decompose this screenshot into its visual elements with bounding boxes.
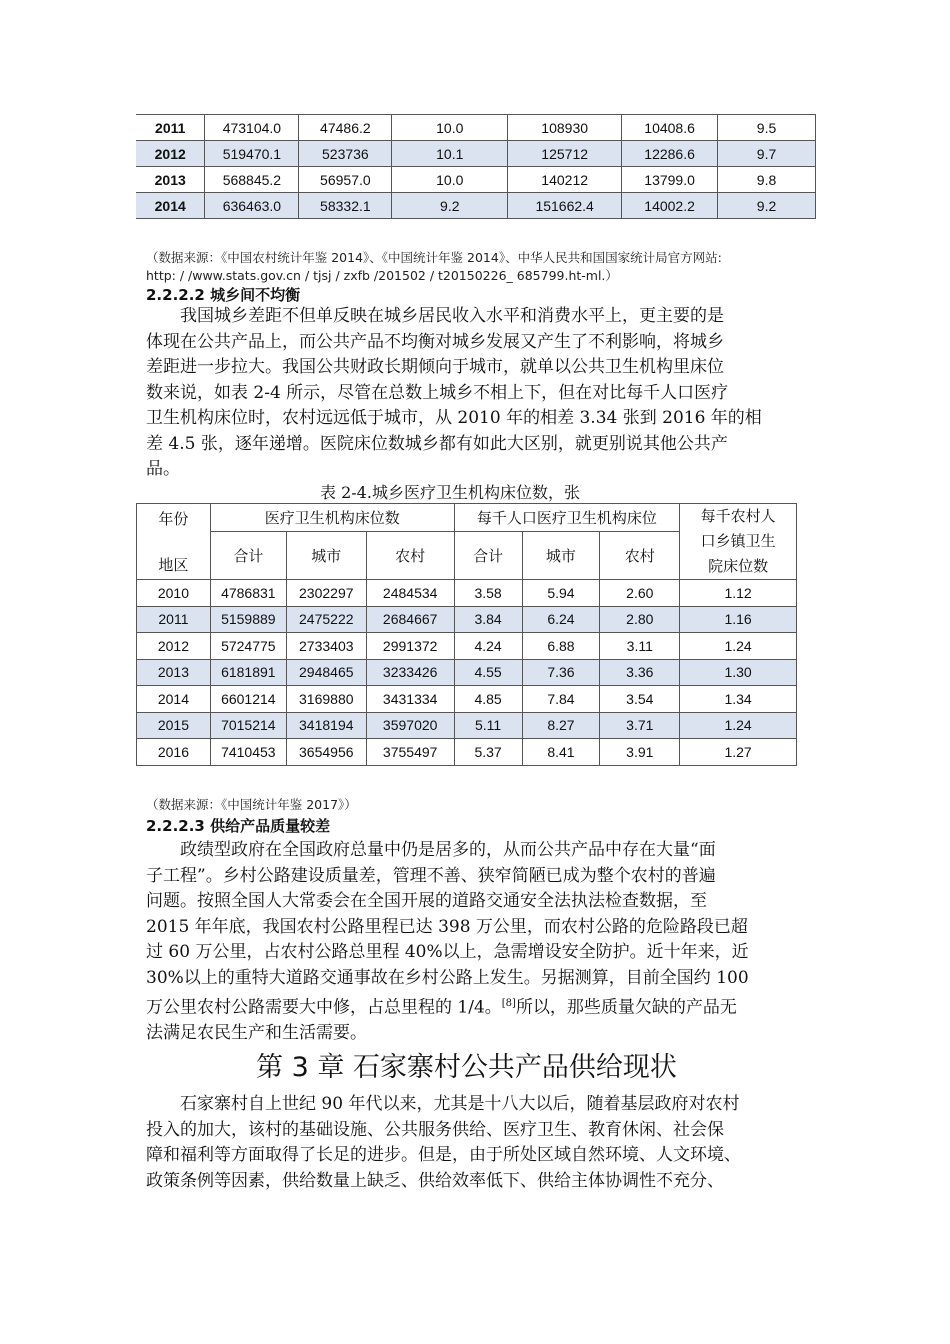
paragraph-line: 子工程”。乡村公路建设质量差，管理不善、狭窄简陋已成为整个农村的普遍 xyxy=(146,865,716,886)
header-rural-per-thousand: 农村 xyxy=(600,532,680,580)
paragraph-line: 品。 xyxy=(146,459,180,479)
paragraph-line: 投入的加大，该村的基础设施、公共服务供给、医疗卫生、教育休闲、社会保 xyxy=(146,1119,724,1140)
section-heading-2-2-2-2: 2.2.2.2 城乡间不均衡 xyxy=(146,286,301,304)
table-row xyxy=(137,686,797,713)
header-beds-per-thousand-group: 每千人口医疗卫生机构床位 xyxy=(454,504,680,532)
table-cell: 3.71 xyxy=(600,712,680,739)
table-2-4 xyxy=(136,503,797,766)
table-cell: 2475222 xyxy=(286,606,366,633)
table-cell: 56957.0 xyxy=(299,167,392,193)
table-cell-year: 2012 xyxy=(137,633,211,660)
table-2-4-caption: 表 2-4.城乡医疗卫生机构床位数，张 xyxy=(320,483,580,502)
table-row xyxy=(136,167,816,193)
header-year-region xyxy=(137,504,211,580)
table-cell: 636463.0 xyxy=(205,193,299,219)
paragraph-line: 问题。按照全国人大常委会在全国开展的道路交通安全法执法检查数据，至 xyxy=(146,891,707,911)
paragraph-line: 政绩型政府在全国政府总量中仍是居多的，从而公共产品中存在大量“面 xyxy=(180,840,716,860)
header-line: 每千农村人 xyxy=(700,507,776,525)
table-header-row-1 xyxy=(137,504,797,532)
table-cell: 1.24 xyxy=(680,633,797,660)
header-urban: 城市 xyxy=(286,532,366,580)
table-row xyxy=(137,606,797,633)
table-cell: 10.1 xyxy=(392,141,508,167)
paragraph-line: 法满足农民生产和生活需要。 xyxy=(146,1023,367,1044)
table-cell: 2302297 xyxy=(286,580,366,607)
table-cell: 3233426 xyxy=(366,659,454,686)
table-cell: 7.36 xyxy=(522,659,600,686)
table-cell: 4.55 xyxy=(454,659,522,686)
table-cell: 1.12 xyxy=(680,580,797,607)
line-text: 所以，那些质量欠缺的产品无 xyxy=(515,997,737,1018)
table-cell: 8.27 xyxy=(522,712,600,739)
section-heading-2-2-2-3: 2.2.2.3 供给产品质量较差 xyxy=(146,817,331,835)
table-cell: 10408.6 xyxy=(622,115,718,141)
paragraph-line: 卫生机构床位时，农村远远低于城市，从 2010 年的相差 3.34 张到 2016 年的相 xyxy=(146,408,762,428)
paragraph-line: 石家寨村自上世纪 90 年代以来，尤其是十八大以后，随着基层政府对农村 xyxy=(180,1094,740,1114)
table-cell-year: 2012 xyxy=(136,141,205,167)
table-cell: 9.2 xyxy=(392,193,508,219)
section-2-2-2-2-paragraph xyxy=(146,304,762,483)
table-row xyxy=(137,739,797,766)
table-cell: 5.94 xyxy=(522,580,600,607)
table-row xyxy=(137,580,797,607)
table-cell: 568845.2 xyxy=(205,167,299,193)
header-year: 年份 xyxy=(158,510,189,528)
table-cell: 3755497 xyxy=(366,739,454,766)
table-cell: 58332.1 xyxy=(299,193,392,219)
table-cell: 523736 xyxy=(299,141,392,167)
paragraph-line: 2015 年年底，我国农村公路里程已达 398 万公里，而农村公路的危险路段已超 xyxy=(146,916,748,937)
table-cell: 2484534 xyxy=(366,580,454,607)
paragraph-line: 政策条例等因素，供给数量上缺乏、供给效率低下、供给主体协调性不充分、 xyxy=(146,1170,724,1191)
table-cell: 2684667 xyxy=(366,606,454,633)
table-cell: 1.27 xyxy=(680,739,797,766)
table-cell: 47486.2 xyxy=(299,115,392,141)
table-cell-year: 2011 xyxy=(137,606,211,633)
table-cell: 3.84 xyxy=(454,606,522,633)
table-cell: 3169880 xyxy=(286,686,366,713)
table-row xyxy=(136,193,816,219)
table-cell: 14002.2 xyxy=(622,193,718,219)
table-cell: 7015214 xyxy=(210,712,286,739)
table-2-3-continued xyxy=(136,114,816,219)
table-cell-year: 2013 xyxy=(137,659,211,686)
paragraph-line xyxy=(146,991,749,1021)
table-cell: 10.0 xyxy=(392,167,508,193)
table-cell: 9.2 xyxy=(718,193,816,219)
paragraph-line: 障和福利等方面取得了长足的进步。但是，由于所处区域自然环境、人文环境、 xyxy=(146,1145,741,1165)
table-cell: 1.24 xyxy=(680,712,797,739)
paragraph-line: 差 4.5 张，逐年递增。医院床位数城乡都有如此大区别，就更别说其他公共产 xyxy=(146,433,728,454)
table-cell: 3431334 xyxy=(366,686,454,713)
table-cell: 2948465 xyxy=(286,659,366,686)
header-beds-total-group: 医疗卫生机构床位数 xyxy=(210,504,454,532)
header-total-per-thousand: 合计 xyxy=(454,532,522,580)
header-region: 地区 xyxy=(158,556,189,574)
table-cell: 10.0 xyxy=(392,115,508,141)
table-cell: 5.37 xyxy=(454,739,522,766)
table-cell: 3.54 xyxy=(600,686,680,713)
paragraph-line: 30%以上的重特大道路交通事故在乡村公路上发生。另据测算，目前全国约 100 xyxy=(146,967,749,988)
paragraph-line: 我国城乡差距不但单反映在城乡居民收入水平和消费水平上，更主要的是 xyxy=(180,306,724,326)
paragraph-line: 过 60 万公里，占农村公路总里程 40%以上，急需增设安全防护。近十年来，近 xyxy=(146,942,749,962)
citation-ref[interactable]: [8] xyxy=(501,998,516,1009)
header-rural-township-beds xyxy=(680,504,797,580)
table-cell: 9.5 xyxy=(718,115,816,141)
table-cell-year: 2010 xyxy=(137,580,211,607)
table-cell: 151662.4 xyxy=(508,193,622,219)
table-cell: 3654956 xyxy=(286,739,366,766)
line-text: 万公里农村公路需要大中修，占总里程的 1/4。 xyxy=(146,997,502,1018)
table-cell: 108930 xyxy=(508,115,622,141)
table-cell: 5.11 xyxy=(454,712,522,739)
header-urban-per-thousand: 城市 xyxy=(522,532,600,580)
table-cell: 3.91 xyxy=(600,739,680,766)
table-cell: 9.7 xyxy=(718,141,816,167)
data-source-note-2: （数据来源：《中国统计年鉴 2017》） xyxy=(146,797,357,812)
table-cell: 6.24 xyxy=(522,606,600,633)
table-cell-year: 2015 xyxy=(137,712,211,739)
chapter-3-title: 第 3 章 石家寨村公共产品供给现状 xyxy=(256,1052,677,1083)
table-cell-year: 2016 xyxy=(137,739,211,766)
table-row xyxy=(137,633,797,660)
table-cell: 473104.0 xyxy=(205,115,299,141)
table-cell: 4.24 xyxy=(454,633,522,660)
table-cell: 2.60 xyxy=(600,580,680,607)
table-cell: 3.36 xyxy=(600,659,680,686)
table-cell: 3.58 xyxy=(454,580,522,607)
table-cell: 7410453 xyxy=(210,739,286,766)
data-source-note-1: （数据来源：《中国农村统计年鉴 2014》、《中国统计年鉴 2014》、中华人民共和国国家统计局官方网站: xyxy=(146,250,722,265)
table-cell: 140212 xyxy=(508,167,622,193)
table-cell-year: 2013 xyxy=(136,167,205,193)
table-cell: 5724775 xyxy=(210,633,286,660)
paragraph-line: 数来说，如表 2-4 所示，尽管在总数上城乡不相上下，但在对比每千人口医疗 xyxy=(146,382,729,403)
header-rural: 农村 xyxy=(366,532,454,580)
table-cell: 3597020 xyxy=(366,712,454,739)
table-cell: 1.34 xyxy=(680,686,797,713)
table-cell: 2733403 xyxy=(286,633,366,660)
table-cell: 12286.6 xyxy=(622,141,718,167)
table-cell: 4.85 xyxy=(454,686,522,713)
table-cell: 2991372 xyxy=(366,633,454,660)
table-row xyxy=(136,141,816,167)
table-cell-year: 2014 xyxy=(137,686,211,713)
paragraph-line: 体现在公共产品上，而公共产品不均衡对城乡发展又产生了不利影响，将城乡 xyxy=(146,331,724,352)
table-cell: 13799.0 xyxy=(622,167,718,193)
table-cell: 1.16 xyxy=(680,606,797,633)
table-cell: 4786831 xyxy=(210,580,286,607)
paragraph-line: 差距进一步拉大。我国公共财政长期倾向于城市，就单以公共卫生机构里床位 xyxy=(146,357,724,377)
section-2-2-2-3-paragraph xyxy=(146,838,749,1047)
data-source-url: http: / /www.stats.gov.cn / tjsj / zxfb /201502 / t20150226_ 685799.ht-ml.） xyxy=(146,268,618,283)
table-cell: 3.11 xyxy=(600,633,680,660)
table-cell: 6.88 xyxy=(522,633,600,660)
table-cell: 6601214 xyxy=(210,686,286,713)
table-cell: 1.30 xyxy=(680,659,797,686)
table-cell: 2.80 xyxy=(600,606,680,633)
header-line: 院床位数 xyxy=(708,557,769,575)
table-row xyxy=(136,115,816,141)
table-cell: 519470.1 xyxy=(205,141,299,167)
table-cell: 125712 xyxy=(508,141,622,167)
table-cell-year: 2014 xyxy=(136,193,205,219)
table-cell: 6181891 xyxy=(210,659,286,686)
table-cell-year: 2011 xyxy=(136,115,205,141)
header-total: 合计 xyxy=(210,532,286,580)
chapter-3-intro-paragraph xyxy=(146,1092,741,1194)
header-line: 口乡镇卫生 xyxy=(700,532,776,550)
table-cell: 3418194 xyxy=(286,712,366,739)
table-cell: 7.84 xyxy=(522,686,600,713)
table-row xyxy=(137,659,797,686)
table-cell: 5159889 xyxy=(210,606,286,633)
table-row xyxy=(137,712,797,739)
table-cell: 8.41 xyxy=(522,739,600,766)
table-cell: 9.8 xyxy=(718,167,816,193)
